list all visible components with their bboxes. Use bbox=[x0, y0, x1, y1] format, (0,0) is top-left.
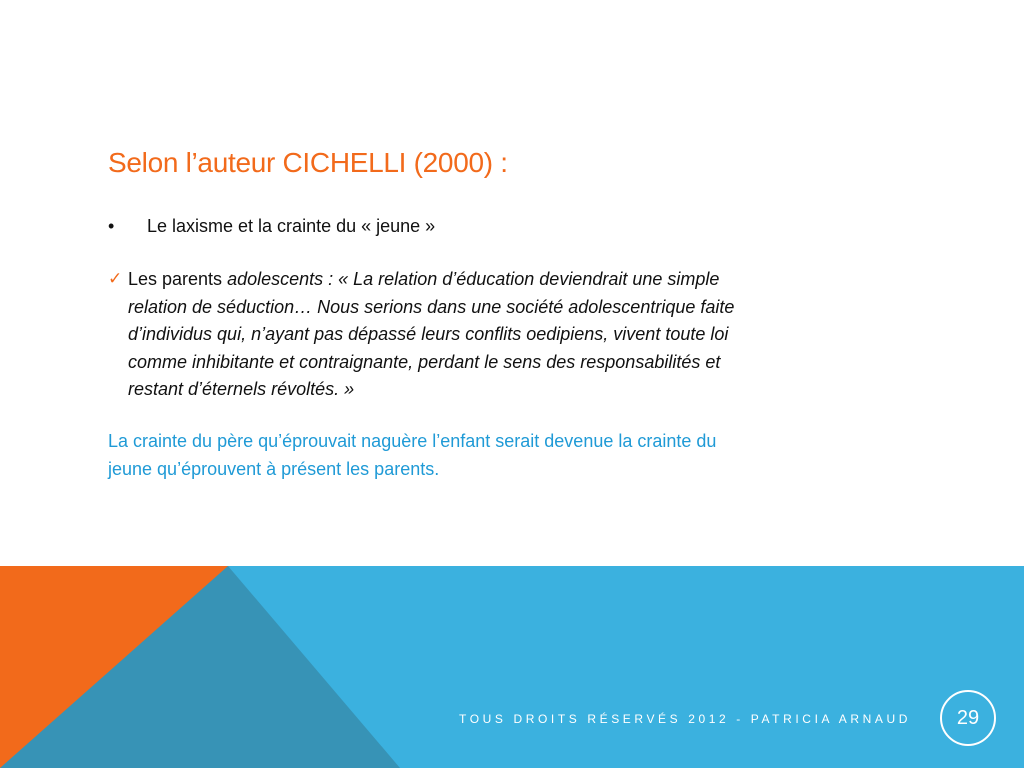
footer-copyright: TOUS DROITS RÉSERVÉS 2012 - PATRICIA ARNAUD bbox=[459, 712, 911, 726]
conclusion-line-1: La crainte du père qu’éprouvait naguère l’enfant serait devenue la crainte du bbox=[108, 431, 717, 451]
footer-band bbox=[0, 566, 1024, 768]
page-number-badge bbox=[940, 690, 996, 746]
conclusion-text bbox=[108, 427, 716, 483]
checkmark-icon: ✓ bbox=[108, 269, 123, 289]
conclusion-line-2: jeune qu’éprouvent à présent les parents. bbox=[108, 459, 440, 479]
quote-lead-colon: : « bbox=[323, 269, 354, 289]
bullet-item bbox=[108, 216, 435, 237]
quote-line-4: comme inhibitante et contraignante, perdant le sens des responsabilités et bbox=[128, 351, 721, 372]
quote-line-5: restant d’éternels révoltés. » bbox=[128, 379, 355, 399]
quote-block bbox=[108, 266, 878, 404]
page-number: 29 bbox=[956, 706, 980, 729]
bullet-dot-icon: • bbox=[108, 216, 115, 236]
quote-line-3: d’individus qui, n’ayant pas dépassé leurs conflits oedipiens, vivent toute loi bbox=[128, 324, 729, 344]
quote-lead: Les parents bbox=[128, 269, 228, 289]
bullet-text: Le laxisme et la crainte du « jeune » bbox=[147, 216, 436, 236]
quote-lead-italic: adolescents bbox=[227, 269, 324, 289]
quote-line-2: relation de séduction… Nous serions dans une société adolescentrique faite bbox=[128, 296, 735, 317]
quote-text-1: La relation d’éducation deviendrait une simple bbox=[353, 269, 720, 289]
slide-title: Selon l’auteur CICHELLI (2000) : bbox=[108, 147, 508, 178]
quote-line-1 bbox=[108, 266, 878, 294]
